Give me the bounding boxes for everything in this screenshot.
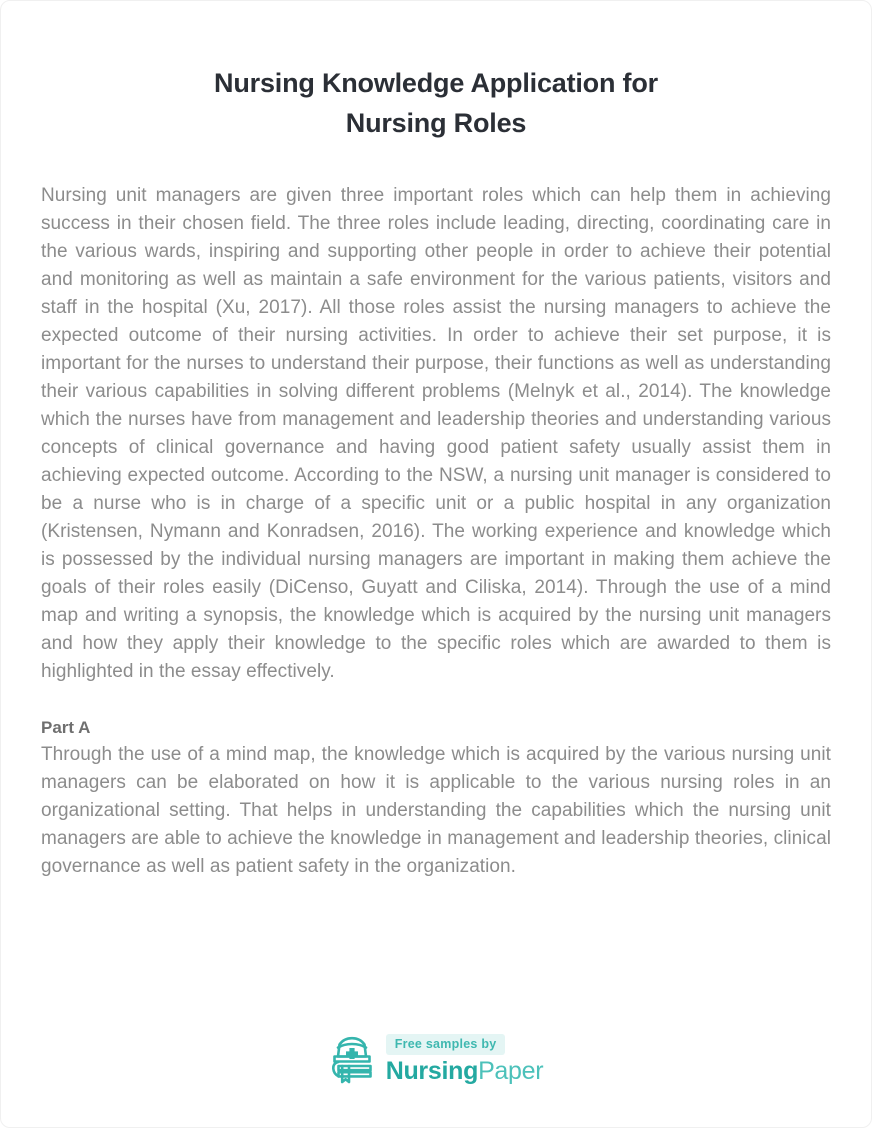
nurse-cap-book-icon — [329, 1035, 375, 1085]
section-heading-part-a: Part A — [41, 718, 91, 737]
footer-logo-text — [386, 1034, 544, 1085]
brand-name-primary: Nursing — [385, 1057, 479, 1085]
footer-logo — [1, 1034, 871, 1085]
intro-paragraph: Nursing unit managers are given three important roles which can help them in achieving success in their chosen field. The three roles include leading, directing, coordinating care in the various wards, inspiring and supporting other people in order to achieve their potential and monitoring as well as maintain a safe environment for the various patients, visitors and staff in the hospital (Xu, 2017). All those roles assist the nursing managers to achieve the expected outcome of their nursing activities. In order to achieve their set purpose, it is important for the nurses to understand their purpose, their functions as well as understanding their various capabilities in solving different problems (Melnyk et al., 2014). The knowledge which the nurses have from management and leadership theories and understanding various concepts of clinical governance and having good patient safety usually assist them in achieving expected outcome. According to the NSW, a nursing unit manager is considered to be a nurse who is in charge of a specific unit or a public hospital in any organization (Kristensen, Nymann and Konradsen, 2016). The working experience and knowledge which is possessed by the individual nursing managers are important in making them achieve the goals of their roles easily (DiCenso, Guyatt and Ciliska, 2014). Through the use of a mind map and writing a synopsis, the knowledge which is acquired by the nursing unit managers and how they apply their knowledge to the specific roles which are awarded to them is highlighted in the essay effectively. — [41, 185, 831, 682]
section-paragraph-part-a: Through the use of a mind map, the knowledge which is acquired by the various nursing unit managers can be elaborated on how it is applicable to the various nursing roles in an organizational setting. That helps in understanding the capabilities which the nursing unit managers are able to achieve the knowledge in management and leadership theories, clinical governance as well as patient safety in the organization. — [41, 744, 831, 877]
free-samples-badge: Free samples by — [386, 1034, 506, 1055]
brand-name-secondary: Paper — [478, 1057, 544, 1085]
document-body — [41, 182, 831, 881]
page-title-line-1: Nursing Knowledge Application for — [214, 68, 658, 98]
brand-wordmark — [386, 1057, 544, 1085]
page-title-line-2: Nursing Roles — [345, 108, 527, 138]
page-title — [41, 1, 831, 143]
